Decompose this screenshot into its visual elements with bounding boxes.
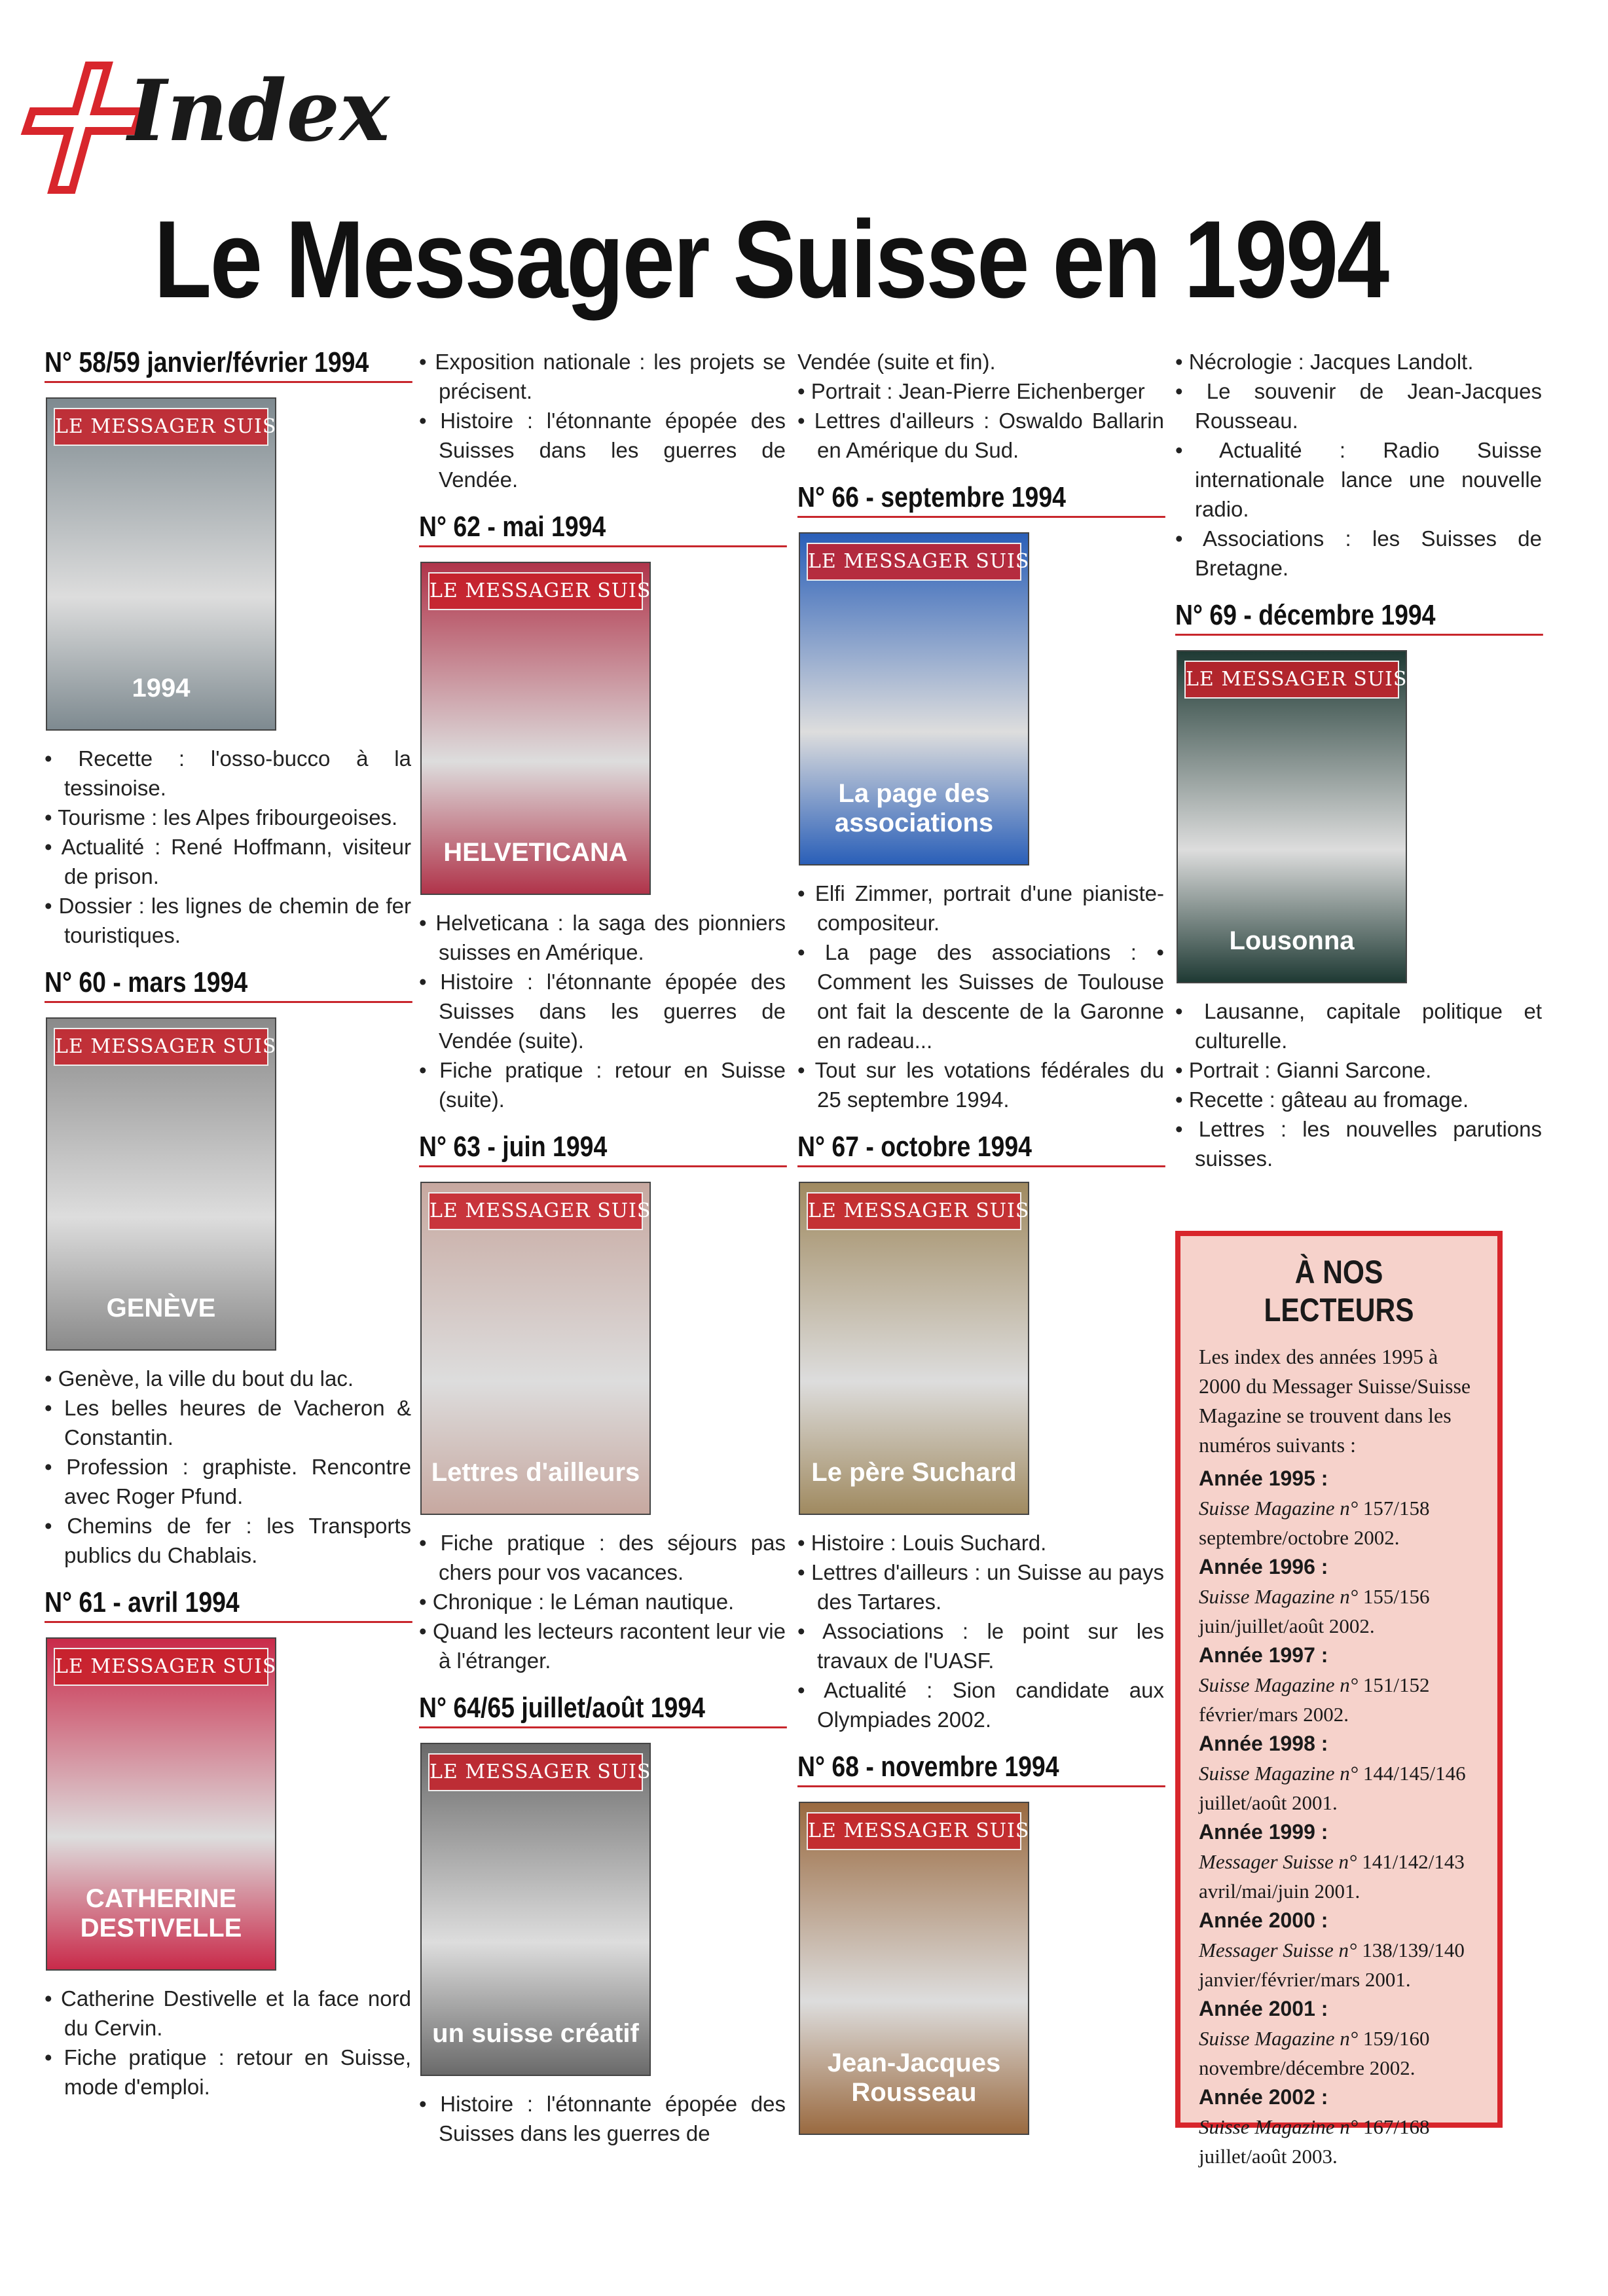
magazine-cover-image: [46, 1017, 306, 1351]
topic-item: • La page des associations : • Comment les Suisses de Toulouse ont fait la descente de la Garonne en radeau...: [797, 938, 1164, 1055]
cover-masthead: LE MESSAGER SUISSE: [428, 572, 643, 610]
topic-item: • Elfi Zimmer, portrait d'une pianiste-compositeur.: [797, 879, 1164, 938]
topic-item: • Actualité : Radio Suisse internationale lance une nouvelle radio.: [1175, 435, 1542, 524]
index-reference: [1199, 1670, 1479, 1729]
magazine-name: Suisse Magazine n°: [1199, 1497, 1359, 1520]
topic-item: • Lettres : les nouvelles parutions suisses.: [1175, 1114, 1542, 1173]
index-year: Année 1998 :: [1199, 1732, 1328, 1755]
topic-item: • Actualité : Sion candidate aux Olympiades 2002.: [797, 1675, 1164, 1734]
topic-item: • Histoire : l'étonnante épopée des Suisses dans les guerres de Vendée (suite).: [419, 967, 786, 1055]
topic-item: • Fiche pratique : retour en Suisse, mode d'emploi.: [45, 2043, 411, 2102]
swiss-cross-logo-icon: [26, 65, 144, 190]
magazine-cover-image: [420, 1743, 680, 2076]
topic-item: • Tout sur les votations fédérales du 25 septembre 1994.: [797, 1055, 1164, 1114]
topic-item: • Portrait : Gianni Sarcone.: [1175, 1055, 1542, 1085]
cover-masthead: LE MESSAGER SUISSE: [428, 1192, 643, 1230]
topic-item: • Dossier : les lignes de chemin de fer touristiques.: [45, 891, 411, 950]
cover-masthead: LE MESSAGER SUISSE: [807, 1812, 1021, 1850]
index-year: Année 2000 :: [1199, 1908, 1328, 1932]
readers-box-title: À NOS LECTEURS: [1264, 1254, 1414, 1328]
issue-reference: 157/158 septembre/octobre 2002.: [1199, 1497, 1430, 1549]
topic-item: • Portrait : Jean-Pierre Eichenberger: [797, 376, 1164, 406]
issue-heading: N° 69 - décembre 1994: [1175, 600, 1543, 636]
issue-section: [797, 1131, 1164, 1734]
issue-reference: 144/145/146 juillet/août 2001.: [1199, 1762, 1466, 1814]
magazine-cover-image: [420, 1182, 680, 1515]
issue-section: [419, 511, 786, 1114]
issue-section: [419, 1131, 786, 1675]
issue-heading: N° 63 - juin 1994: [419, 1131, 787, 1167]
index-year: Année 1996 :: [1199, 1555, 1328, 1578]
issue-reference: 167/168 juillet/août 2003.: [1199, 2115, 1430, 2168]
issue-reference: 138/139/140 janvier/février/mars 2001.: [1199, 1939, 1465, 1991]
readers-box: [1175, 1231, 1503, 2168]
topic-item: • Exposition nationale : les projets se précisent.: [419, 347, 786, 406]
topic-item: • Lausanne, capitale politique et culturelle.: [1175, 996, 1542, 1055]
issue-heading: N° 62 - mai 1994: [419, 511, 787, 547]
issue-section: [419, 1692, 786, 2148]
topic-item: • Nécrologie : Jacques Landolt.: [1175, 347, 1542, 376]
topic-item: • Fiche pratique : retour en Suisse (suite).: [419, 1055, 786, 1114]
issue-heading: N° 67 - octobre 1994: [797, 1131, 1165, 1167]
issue-section: [797, 482, 1164, 1114]
cover-masthead: LE MESSAGER SUISSE: [807, 543, 1021, 581]
magazine-name: Suisse Magazine n°: [1199, 1673, 1359, 1696]
index-reference: [1199, 1847, 1479, 1906]
magazine-cover-image: [46, 397, 306, 731]
issue-heading: N° 58/59 janvier/février 1994: [45, 347, 412, 383]
continued-topics: [1175, 347, 1542, 583]
cover-headline: La page des associations: [834, 779, 994, 837]
magazine-cover-image: [1177, 650, 1436, 983]
cover-headline: 1994: [132, 674, 191, 702]
continued-topics: [419, 347, 786, 494]
topic-item: • Actualité : René Hoffmann, visiteur de prison.: [45, 832, 411, 891]
cover-masthead: LE MESSAGER SUISSE: [54, 1648, 268, 1686]
column-1: [45, 347, 411, 2119]
magazine-cover-image: [420, 562, 680, 895]
topic-item: • Associations : le point sur les travaux de l'UASF.: [797, 1616, 1164, 1675]
magazine-cover-image: [799, 1802, 1059, 2135]
topic-item: • Recette : gâteau au fromage.: [1175, 1085, 1542, 1114]
topic-item: • Chronique : le Léman nautique.: [419, 1587, 786, 1616]
cover-masthead: LE MESSAGER SUISSE: [54, 1028, 268, 1066]
magazine-cover-image: [799, 532, 1059, 866]
continued-topics: [797, 347, 1164, 465]
topic-item: • Profession : graphiste. Rencontre avec Roger Pfund.: [45, 1452, 411, 1511]
issue-reference: 151/152 février/mars 2002.: [1199, 1673, 1430, 1726]
topic-item: • Helveticana : la saga des pionniers suisses en Amérique.: [419, 908, 786, 967]
topic-item: • Genève, la ville du bout du lac.: [45, 1364, 411, 1393]
issue-heading: N° 64/65 juillet/août 1994: [419, 1692, 787, 1728]
cover-headline: Le père Suchard: [811, 1458, 1017, 1487]
magazine-name: Suisse Magazine n°: [1199, 1585, 1359, 1608]
magazine-cover-image: [799, 1182, 1059, 1515]
index-reference: [1199, 1758, 1479, 1817]
topic-item: Vendée (suite et fin).: [797, 350, 996, 374]
topic-item: • Histoire : Louis Suchard.: [797, 1528, 1164, 1558]
magazine-name: Messager Suisse n°: [1199, 1850, 1357, 1873]
cover-headline: CATHERINE DESTIVELLE: [80, 1884, 242, 1942]
index-reference: [1199, 1493, 1479, 1552]
section-label: Index: [128, 62, 390, 160]
index-reference: [1199, 2112, 1479, 2171]
column-3: [797, 347, 1164, 2165]
issue-reference: 159/160 novembre/décembre 2002.: [1199, 2027, 1430, 2079]
topic-item: • Tourisme : les Alpes fribourgeoises.: [45, 803, 411, 832]
index-reference: [1199, 1935, 1479, 1994]
cover-headline: HELVETICANA: [443, 838, 628, 867]
topic-item: • Lettres d'ailleurs : un Suisse au pays des Tartares.: [797, 1558, 1164, 1616]
cover-headline: Lettres d'ailleurs: [431, 1458, 640, 1487]
topic-item: • Fiche pratique : des séjours pas chers pour vos vacances.: [419, 1528, 786, 1587]
column-2: [419, 347, 786, 2165]
issue-heading: N° 66 - septembre 1994: [797, 482, 1165, 518]
topic-item: • Recette : l'osso-bucco à la tessinoise.: [45, 744, 411, 803]
readers-box-intro: Les index des années 1995 à 2000 du Messager Suisse/Suisse Magazine se trouvent dans les numéros suivants :: [1199, 1345, 1471, 1457]
index-year: Année 2002 :: [1199, 2085, 1328, 2109]
issue-heading: N° 60 - mars 1994: [45, 967, 412, 1003]
cover-masthead: LE MESSAGER SUISSE: [428, 1753, 643, 1791]
cover-headline: un suisse créatif: [432, 2019, 639, 2048]
topic-item: • Lettres d'ailleurs : Oswaldo Ballarin en Amérique du Sud.: [797, 406, 1164, 465]
cover-masthead: LE MESSAGER SUISSE: [807, 1192, 1021, 1230]
cover-headline: Jean-Jacques Rousseau: [827, 2049, 1001, 2107]
topic-item: • Les belles heures de Vacheron & Constantin.: [45, 1393, 411, 1452]
issue-heading: N° 68 - novembre 1994: [797, 1751, 1165, 1787]
cover-masthead: LE MESSAGER SUISSE: [1184, 661, 1399, 699]
index-year: Année 1999 :: [1199, 1820, 1328, 1844]
issue-section: [45, 347, 411, 950]
issue-reference: 141/142/143 avril/mai/juin 2001.: [1199, 1850, 1465, 1903]
issue-section: [797, 1751, 1164, 2135]
index-year: Année 2001 :: [1199, 1997, 1328, 2020]
magazine-cover-image: [46, 1637, 306, 1971]
page-title: Le Messager Suisse en 1994: [154, 198, 1388, 321]
column-4: [1175, 347, 1542, 1190]
topic-item: • Associations : les Suisses de Bretagne.: [1175, 524, 1542, 583]
index-year: Année 1997 :: [1199, 1643, 1328, 1667]
issue-section: [1175, 600, 1542, 1173]
magazine-name: Messager Suisse n°: [1199, 1939, 1357, 1961]
cover-headline: GENÈVE: [106, 1294, 216, 1322]
issue-section: [45, 967, 411, 1570]
cover-masthead: LE MESSAGER SUISSE: [54, 408, 268, 446]
issue-reference: 155/156 juin/juillet/août 2002.: [1199, 1585, 1430, 1637]
magazine-name: Suisse Magazine n°: [1199, 1762, 1359, 1785]
index-reference: [1199, 2024, 1479, 2083]
topic-item: • Histoire : l'étonnante épopée des Suisses dans les guerres de Vendée.: [419, 406, 786, 494]
magazine-name: Suisse Magazine n°: [1199, 2115, 1359, 2138]
index-year: Année 1995 :: [1199, 1467, 1328, 1490]
topic-item: • Catherine Destivelle et la face nord du Cervin.: [45, 1984, 411, 2043]
topic-item: • Quand les lecteurs racontent leur vie à l'étranger.: [419, 1616, 786, 1675]
issue-section: [45, 1587, 411, 2102]
index-reference: [1199, 1582, 1479, 1641]
magazine-name: Suisse Magazine n°: [1199, 2027, 1359, 2050]
issue-heading: N° 61 - avril 1994: [45, 1587, 412, 1623]
topic-item: • Chemins de fer : les Transports publics du Chablais.: [45, 1511, 411, 1570]
topic-item: • Histoire : l'étonnante épopée des Suisses dans les guerres de: [419, 2089, 786, 2148]
topic-item: • Le souvenir de Jean-Jacques Rousseau.: [1175, 376, 1542, 435]
cover-headline: Lousonna: [1229, 926, 1355, 955]
